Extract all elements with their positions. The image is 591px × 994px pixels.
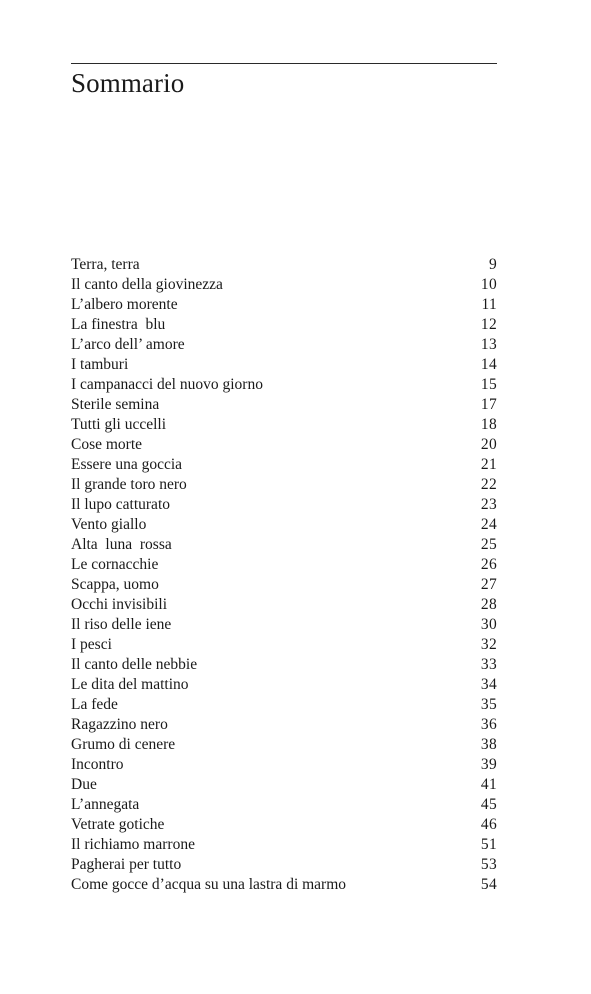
toc-entry-title: I campanacci del nuovo giorno (71, 376, 263, 393)
toc-entry-page-number: 15 (480, 376, 497, 393)
toc-entry-page-number: 24 (480, 516, 497, 533)
toc-entry-title: L’albero morente (71, 296, 178, 313)
toc-entry (71, 335, 497, 355)
toc-entry (71, 515, 497, 535)
toc-entry (71, 875, 497, 895)
toc-entry-page-number: 54 (480, 876, 497, 893)
toc-entry (71, 415, 497, 435)
toc-entry (71, 735, 497, 755)
toc-entry-page-number: 23 (480, 496, 497, 513)
toc-entry-title: Occhi invisibili (71, 596, 168, 613)
toc-entry-title: Il riso delle iene (71, 616, 172, 633)
toc-entry-page-number: 11 (481, 296, 497, 313)
toc-entry-title: Il grande toro nero (71, 476, 187, 493)
toc-entry-page-number: 28 (480, 596, 497, 613)
toc-entry-title: I tamburi (71, 356, 129, 373)
toc-entry (71, 715, 497, 735)
toc-entry-title: Cose morte (71, 436, 143, 453)
toc-entry-page-number: 33 (480, 656, 497, 673)
toc-entry-title: L’annegata (71, 796, 140, 813)
toc-entry-page-number: 25 (480, 536, 497, 553)
toc-entry-title: Tutti gli uccelli (71, 416, 167, 433)
toc-entry-page-number: 17 (480, 396, 497, 413)
toc-entry (71, 635, 497, 655)
toc-entry-title: Il canto della giovinezza (71, 276, 223, 293)
toc-entry-page-number: 26 (480, 556, 497, 573)
toc-entry-title: Come gocce d’acqua su una lastra di marmo (71, 876, 347, 893)
toc-entry-page-number: 51 (480, 836, 497, 853)
toc-entry-title: L’arco dell’ amore (71, 336, 185, 353)
toc-entry-page-number: 30 (480, 616, 497, 633)
toc-entry-title: Due (71, 776, 97, 793)
toc-entry (71, 315, 497, 335)
toc-entry-title: Incontro (71, 756, 124, 773)
toc-entry-title: Vento giallo (71, 516, 147, 533)
toc-entry (71, 455, 497, 475)
toc-entry-page-number: 46 (480, 816, 497, 833)
toc-entry-page-number: 41 (480, 776, 497, 793)
toc-entry (71, 755, 497, 775)
toc-entry-title: Scappa, uomo (71, 576, 159, 593)
toc-entry-page-number: 21 (480, 456, 497, 473)
toc-entry (71, 815, 497, 835)
toc-entry (71, 495, 497, 515)
toc-entry (71, 835, 497, 855)
toc-entry-title: Grumo di cenere (71, 736, 176, 753)
toc-entry-page-number: 27 (480, 576, 497, 593)
toc-entry (71, 375, 497, 395)
toc-entry-page-number: 9 (488, 256, 497, 273)
toc-entry-title: Vetrate gotiche (71, 816, 165, 833)
toc-entry-page-number: 20 (480, 436, 497, 453)
toc-entry-page-number: 53 (480, 856, 497, 873)
toc-entry-title: Terra, terra (71, 256, 140, 273)
toc-entry-title: Le cornacchie (71, 556, 159, 573)
toc-entry-title: Alta luna rossa (71, 536, 172, 553)
toc-entry-page-number: 12 (480, 316, 497, 333)
table-of-contents (71, 255, 497, 895)
toc-entry (71, 275, 497, 295)
toc-entry (71, 595, 497, 615)
toc-entry-title: Il canto delle nebbie (71, 656, 198, 673)
toc-entry (71, 555, 497, 575)
toc-entry-title: Le dita del mattino (71, 676, 189, 693)
toc-entry-title: I pesci (71, 636, 112, 653)
page-title: Sommario (71, 68, 185, 98)
toc-entry (71, 575, 497, 595)
toc-entry-page-number: 13 (480, 336, 497, 353)
toc-entry (71, 255, 497, 275)
toc-entry-page-number: 10 (480, 276, 497, 293)
toc-entry-page-number: 34 (480, 676, 497, 693)
toc-entry-title: Ragazzino nero (71, 716, 168, 733)
toc-entry-title: La fede (71, 696, 118, 713)
toc-entry-title: Essere una goccia (71, 456, 183, 473)
toc-entry-page-number: 22 (480, 476, 497, 493)
toc-entry-page-number: 39 (480, 756, 497, 773)
toc-entry (71, 675, 497, 695)
toc-entry-page-number: 32 (480, 636, 497, 653)
toc-entry (71, 655, 497, 675)
toc-entry (71, 535, 497, 555)
top-rule (71, 63, 497, 64)
toc-entry-title: La finestra blu (71, 316, 166, 333)
toc-entry (71, 355, 497, 375)
toc-entry (71, 395, 497, 415)
toc-entry-page-number: 38 (480, 736, 497, 753)
toc-entry-page-number: 45 (480, 796, 497, 813)
toc-entry-page-number: 36 (480, 716, 497, 733)
toc-entry (71, 475, 497, 495)
toc-entry (71, 615, 497, 635)
toc-entry (71, 695, 497, 715)
toc-entry-page-number: 14 (480, 356, 497, 373)
toc-entry-page-number: 18 (480, 416, 497, 433)
toc-entry-title: Sterile semina (71, 396, 160, 413)
toc-entry-page-number: 35 (480, 696, 497, 713)
toc-entry (71, 435, 497, 455)
toc-entry (71, 775, 497, 795)
toc-entry-title: Il lupo catturato (71, 496, 170, 513)
toc-entry-title: Pagherai per tutto (71, 856, 182, 873)
toc-entry (71, 855, 497, 875)
toc-entry (71, 795, 497, 815)
toc-entry-title: Il richiamo marrone (71, 836, 195, 853)
toc-entry (71, 295, 497, 315)
